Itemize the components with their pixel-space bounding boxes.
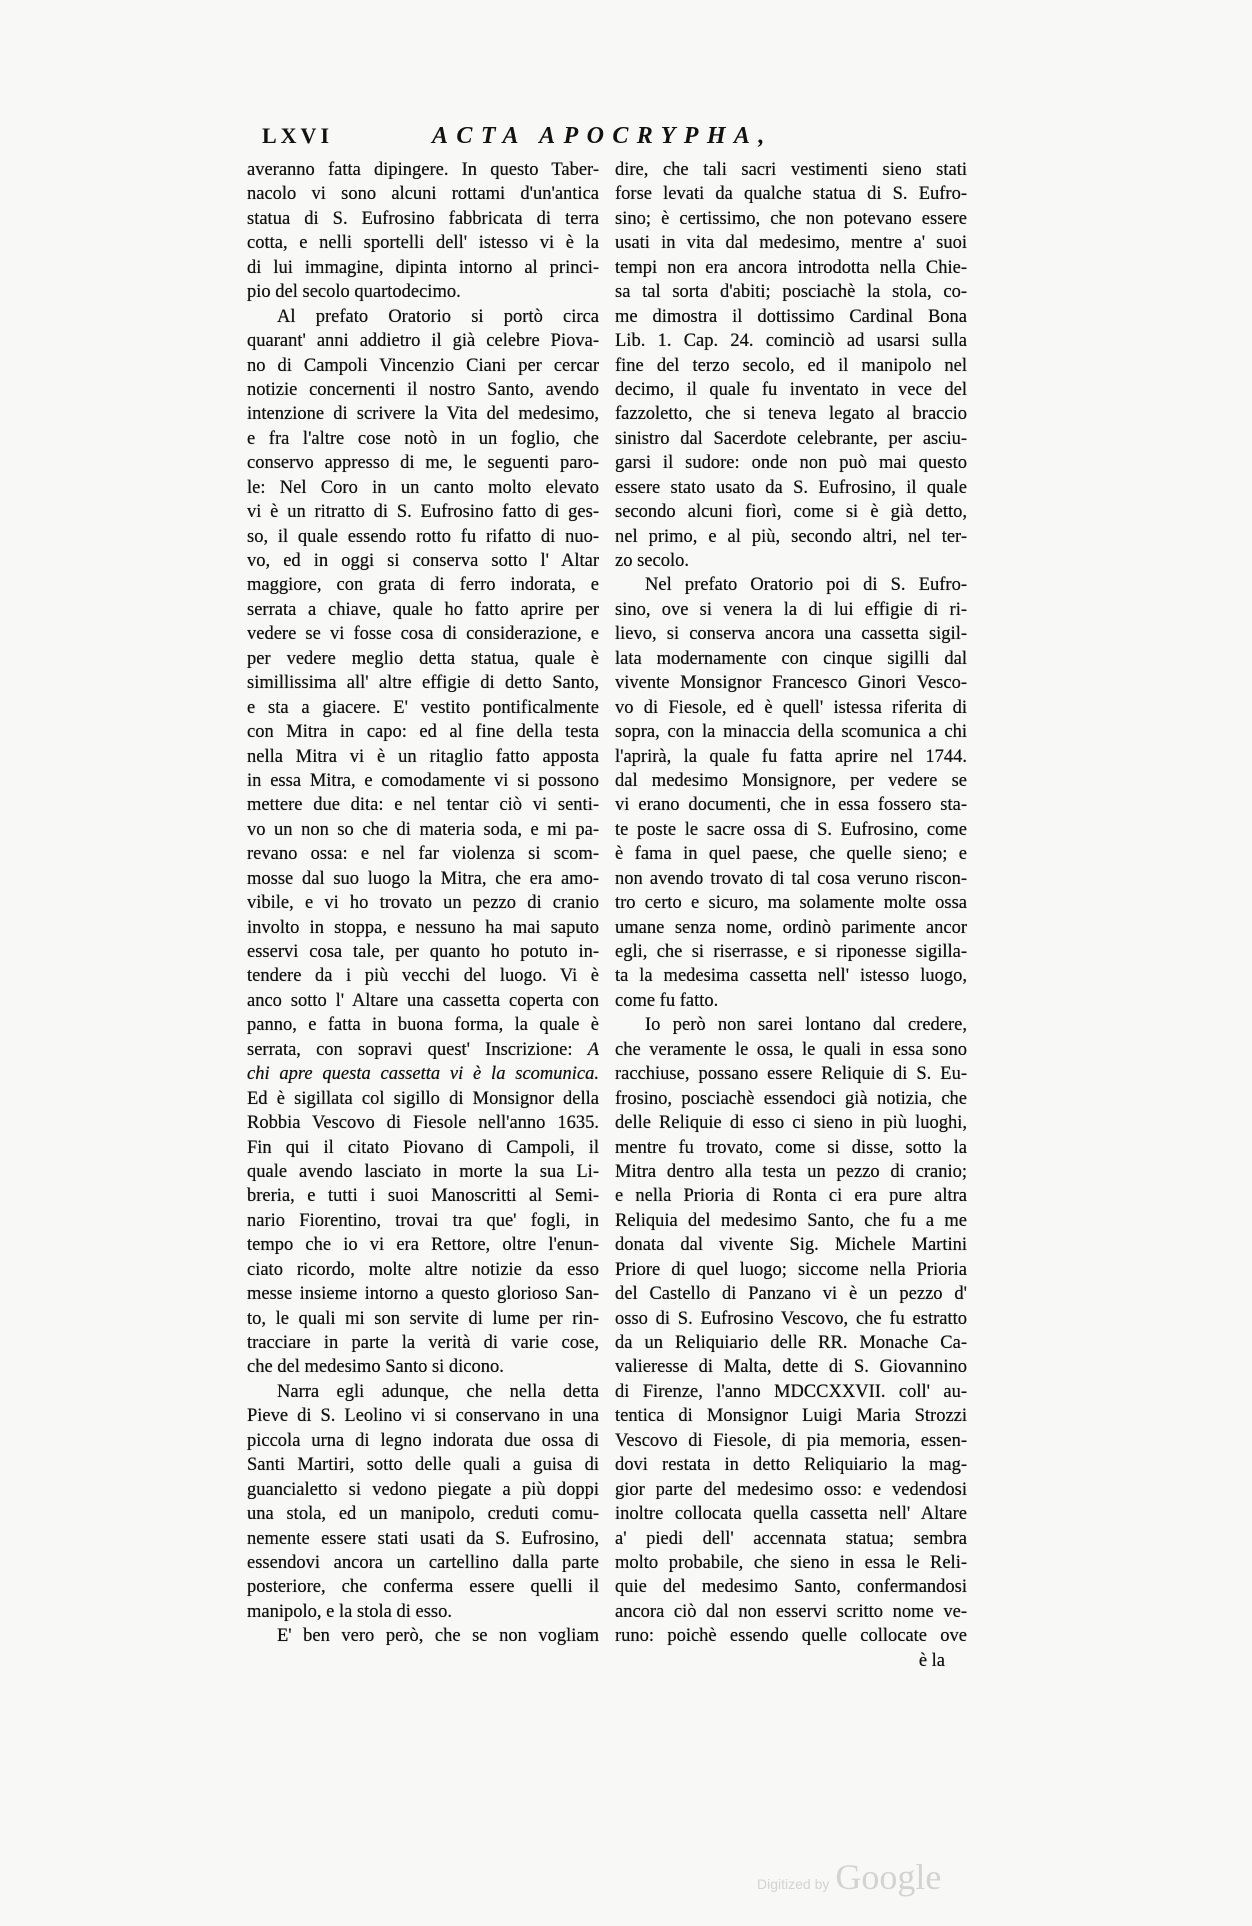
right-text-column: [615, 158, 967, 1673]
left-line-37-text: serrata, con sopravi quest' Inscrizione:: [247, 1039, 573, 1060]
left-line-51: Narra egli adunque, che nella detta: [277, 1381, 599, 1402]
left-line-11: intenzione di scrivere la Vita del medesimo,: [247, 404, 599, 425]
left-line-27: mettere due dita: e nel tentar ciò vi senti-: [247, 795, 599, 816]
right-line-10: decimo, il quale fu inventato in vece del: [615, 379, 967, 400]
right-line-50: valieresse di Malta, dette di S. Giovannino: [615, 1357, 967, 1378]
right-line-59: quie del medesimo Santo, confermandosi: [615, 1577, 967, 1598]
left-line-26: in essa Mitra, e comodamente vi si possono: [247, 770, 599, 791]
left-line-4: cotta, e nelli sportelli dell' istesso vi è la: [247, 233, 599, 254]
left-line-1: averanno fatta dipingere. In questo Taber-: [247, 160, 599, 180]
right-line-7: me dimostra il dottissimo Cardinal Bona: [615, 306, 967, 327]
left-line-29: revano ossa: e nel far violenza si scom-: [247, 844, 599, 865]
left-line-46: ciato ricordo, molte altre notizie da esso: [247, 1259, 599, 1280]
right-line-56: inoltre collocata quella cassetta nell' Altare: [615, 1504, 967, 1525]
right-line-41: mentre fu trovato, come si disse, sotto la: [615, 1137, 967, 1158]
right-line-46: Priore di quel luogo; siccome nella Prioria: [615, 1259, 967, 1280]
right-line-39: frosino, posciachè essendoci già notizia, che: [615, 1088, 967, 1109]
left-line-48: to, le quali mi son servite di lume per rin-: [247, 1308, 599, 1329]
right-line-33: egli, che si riserrasse, e si riponesse sigilla-: [615, 942, 967, 962]
right-line-57: a' piedi dell' accennata statua; sembra: [615, 1528, 967, 1549]
left-line-60: manipolo, e la stola di esso.: [247, 1601, 453, 1622]
left-line-44: nario Fiorentino, trovai tra que' fogli, in: [247, 1210, 599, 1231]
left-line-54: Santi Martiri, sotto delle quali a guisa di: [247, 1455, 599, 1476]
right-line-17: zo secolo.: [615, 551, 689, 571]
left-line-37: [247, 1038, 599, 1062]
left-line-22: simillissima all' altre effigie di detto Santo,: [247, 673, 599, 694]
left-line-30: mosse dal suo luogo la Mitra, che era amo-: [247, 868, 599, 889]
left-line-36: panno, e fatta in buona forma, la quale è: [247, 1015, 599, 1036]
right-line-35: come fu fatto.: [615, 990, 719, 1011]
left-line-38-inscription: chi apre questa cassetta vi è la scomunica.: [247, 1064, 599, 1085]
left-line-31: vibile, e vi ho trovato un pezzo di cranio: [247, 893, 599, 914]
left-line-53: piccola urna di legno indorata due ossa di: [247, 1430, 599, 1451]
right-line-37: che veramente le ossa, le quali in essa sono: [615, 1039, 967, 1060]
page-number: LXVI: [262, 123, 334, 148]
right-line-5: tempi non era ancora introdotta nella Chie-: [615, 257, 967, 278]
right-line-9: fine del terzo secolo, ed il manipolo nel: [615, 355, 967, 376]
right-line-18: Nel prefato Oratorio poi di S. Eufro-: [645, 575, 967, 596]
right-line-44: Reliquia del medesimo Santo, che fu a me: [615, 1210, 967, 1231]
right-line-32: umane senza nome, ordinò parimente ancor: [615, 917, 967, 938]
google-logo: Google: [835, 1857, 942, 1897]
right-line-48: osso di S. Eufrosino Vescovo, che fu estratto: [615, 1308, 967, 1329]
right-line-45: donata dal vivente Sig. Michele Martini: [615, 1235, 967, 1256]
right-line-2: forse levati da qualche statua di S. Eufro-: [615, 184, 967, 205]
left-line-41: Fin qui il citato Piovano di Campoli, il: [247, 1137, 599, 1158]
left-line-40: Robbia Vescovo di Fiesole nell'anno 1635.: [247, 1113, 599, 1134]
right-line-30: non avendo trovato di tal cosa veruno riscon-: [615, 868, 967, 889]
left-line-23: e sta a giacere. E' vestito pontificalmente: [247, 697, 599, 718]
left-line-12: e fra l'altre cose notò in un foglio, che: [247, 428, 599, 449]
left-line-45: tempo che io vi era Rettore, oltre l'enun-: [247, 1235, 599, 1256]
right-line-4: usati in vita dal medesimo, mentre a' suoi: [615, 233, 967, 254]
right-line-25: l'aprirà, la quale fu fatta aprire nel 1744.: [615, 746, 967, 767]
right-line-55: gior parte del medesimo osso: e vedendosi: [615, 1479, 967, 1500]
right-line-36: Io però non sarei lontano dal credere,: [645, 1015, 967, 1036]
right-line-42: Mitra dentro alla testa un pezzo di cranio;: [615, 1161, 967, 1182]
right-line-3: sino; è certissimo, che non potevano essere: [615, 208, 967, 229]
left-line-61: E' ben vero però, che se non vogliam: [277, 1626, 599, 1647]
right-line-29: è fama in quel paese, che quelle sieno; e: [615, 844, 967, 865]
right-line-14: essere stato usato da S. Eufrosino, il quale: [615, 477, 967, 498]
right-line-6: sa tal sorta d'abiti; posciachè la stola, co-: [615, 282, 967, 303]
right-line-38: racchiuse, possano essere Reliquie di S. Eu-: [615, 1064, 967, 1085]
left-text-column: [247, 158, 599, 1649]
left-line-42: quale avendo lasciato in morte la sua Li-: [247, 1161, 599, 1182]
left-line-43: breria, e tutti i suoi Manoscritti al Semi-: [247, 1186, 599, 1207]
left-line-59: posteriore, che conferma essere quelli il: [247, 1577, 599, 1598]
right-line-53: Vescovo di Fiesole, di pia memoria, essen-: [615, 1430, 967, 1451]
right-line-58: molto probabile, che sieno in essa le Reli-: [615, 1552, 967, 1573]
right-line-60: ancora ciò dal non esservi scritto nome ve-: [615, 1601, 967, 1622]
left-line-24: con Mitra in capo: ed al fine della testa: [247, 722, 599, 743]
left-line-13: conservo appresso di me, le seguenti paro-: [247, 453, 599, 474]
left-line-57: nemente essere stati usati da S. Eufrosino,: [247, 1528, 599, 1549]
inscription-start: A: [587, 1039, 599, 1060]
right-line-8: Lib. 1. Cap. 24. cominciò ad usarsi sulla: [615, 331, 967, 352]
right-line-22: vivente Monsignor Francesco Ginori Vesco-: [615, 673, 967, 694]
left-line-5: di lui immagine, dipinta intorno al princi-: [247, 257, 599, 278]
left-line-39: Ed è sigillata col sigillo di Monsignor della: [247, 1088, 599, 1109]
left-line-50: che del medesimo Santo si dicono.: [247, 1357, 504, 1378]
right-line-26: dal medesimo Monsignore, per vedere se: [615, 770, 967, 791]
left-line-3: statua di S. Eufrosino fabbricata di terra: [247, 208, 599, 229]
right-line-61: runo: poichè essendo quelle collocate ove: [615, 1626, 967, 1647]
right-line-1: dire, che tali sacri vestimenti sieno stati: [615, 160, 967, 180]
left-line-58: essendovi ancora un cartellino dalla parte: [247, 1552, 599, 1573]
right-line-19: sino, ove si venera la di lui effigie di ri-: [615, 599, 967, 620]
left-line-15: vi è un ritratto di S. Eufrosino fatto di ges-: [247, 502, 599, 523]
right-line-54: dovi restata in detto Reliquiario la mag-: [615, 1455, 967, 1476]
left-line-52: Pieve di S. Leolino vi si conservano in una: [247, 1406, 599, 1427]
left-line-16: so, il quale essendo rotto fu rifatto di nuo-: [247, 526, 599, 547]
right-line-16: nel primo, e al più, secondo altri, nel ter-: [615, 526, 967, 547]
left-line-49: tracciare in parte la verità di varie cose,: [247, 1333, 599, 1353]
right-line-40: delle Reliquie di esso ci sieno in più luoghi,: [615, 1113, 967, 1134]
left-line-25: nella Mitra vi è un ritaglio fatto apposta: [247, 746, 599, 767]
right-line-23: vo di Fiesole, ed è quell' istessa riferita di: [615, 697, 967, 718]
left-line-35: anco sotto l' Altare una cassetta coperta con: [247, 990, 599, 1011]
right-line-51: di Firenze, l'anno MDCCXXVII. coll' au-: [615, 1381, 967, 1402]
left-line-8: quarant' anni addietro il già celebre Piova-: [247, 331, 599, 352]
left-line-28: vo un non so che di materia soda, e mi pa-: [247, 819, 599, 840]
right-line-49: da un Reliquiario delle RR. Monache Ca-: [615, 1333, 967, 1353]
right-line-12: sinistro dal Sacerdote celebrante, per asciu-: [615, 428, 967, 449]
watermark-prefix: Digitized by: [757, 1876, 830, 1892]
left-line-34: tendere da i più vecchi del luogo. Vi è: [247, 966, 599, 987]
right-line-13: garsi il sudore: onde non può mai questo: [615, 453, 967, 474]
left-line-14: le: Nel Coro in un canto molto elevato: [247, 477, 599, 498]
right-line-21: lata modernamente con cinque sigilli dal: [615, 648, 967, 669]
right-line-27: vi erano documenti, che in essa fossero sta-: [615, 795, 967, 816]
right-line-11: fazzoletto, che si teneva legato al braccio: [615, 404, 967, 425]
right-line-34: ta la medesima cassetta nell' istesso luogo,: [615, 966, 967, 987]
right-line-28: te poste le sacre ossa di S. Eufrosino, come: [615, 819, 967, 840]
left-line-7: Al prefato Oratorio si portò circa: [277, 306, 599, 327]
catchword: è la: [918, 1650, 945, 1671]
left-line-56: una stola, ed un manipolo, creduti comu-: [247, 1504, 599, 1525]
left-line-6: pio del secolo quartodecimo.: [247, 282, 461, 303]
right-line-47: del Castello di Panzano vi è un pezzo d': [615, 1284, 967, 1305]
left-line-18: maggiore, con grata di ferro indorata, e: [247, 575, 599, 596]
right-line-24: sopra, con la minaccia della scomunica a chi: [615, 722, 967, 743]
right-line-52: tentica di Monsignor Luigi Maria Strozzi: [615, 1406, 967, 1427]
right-line-31: tro certo e sicuro, ma solamente molte ossa: [615, 893, 967, 914]
right-line-15: secondo alcuni fiorì, come si è già detto,: [615, 502, 967, 523]
left-line-55: guancialetto si vedono piegate a più doppi: [247, 1479, 599, 1500]
left-line-32: involto in stoppa, e nessuno ha mai saputo: [247, 917, 599, 938]
left-line-21: per vedere meglio detta statua, quale è: [247, 648, 599, 669]
left-line-19: serrata a chiave, quale ho fatto aprire per: [247, 599, 599, 620]
left-line-2: nacolo vi sono alcuni rottami d'un'antica: [247, 184, 599, 205]
left-line-47: messe insieme intorno a questo glorioso San-: [247, 1284, 599, 1305]
right-line-43: e nella Prioria di Ronta ci era pure altra: [615, 1186, 967, 1207]
left-line-9: no di Campoli Vincenzio Ciani per cercar: [247, 355, 599, 376]
left-line-17: vo, ed in oggi si conserva sotto l' Altar: [247, 551, 599, 571]
right-line-20: lievo, si conserva ancora una cassetta sigil-: [615, 624, 967, 645]
digitization-watermark: [757, 1856, 941, 1898]
running-title: ACTA APOCRYPHA,: [432, 123, 773, 149]
left-line-10: notizie concernenti il nostro Santo, avendo: [247, 379, 599, 400]
left-line-20: vedere se vi fosse cosa di considerazione, e: [247, 624, 599, 645]
left-line-33: esservi cosa tale, per quanto ho potuto in-: [247, 942, 599, 962]
